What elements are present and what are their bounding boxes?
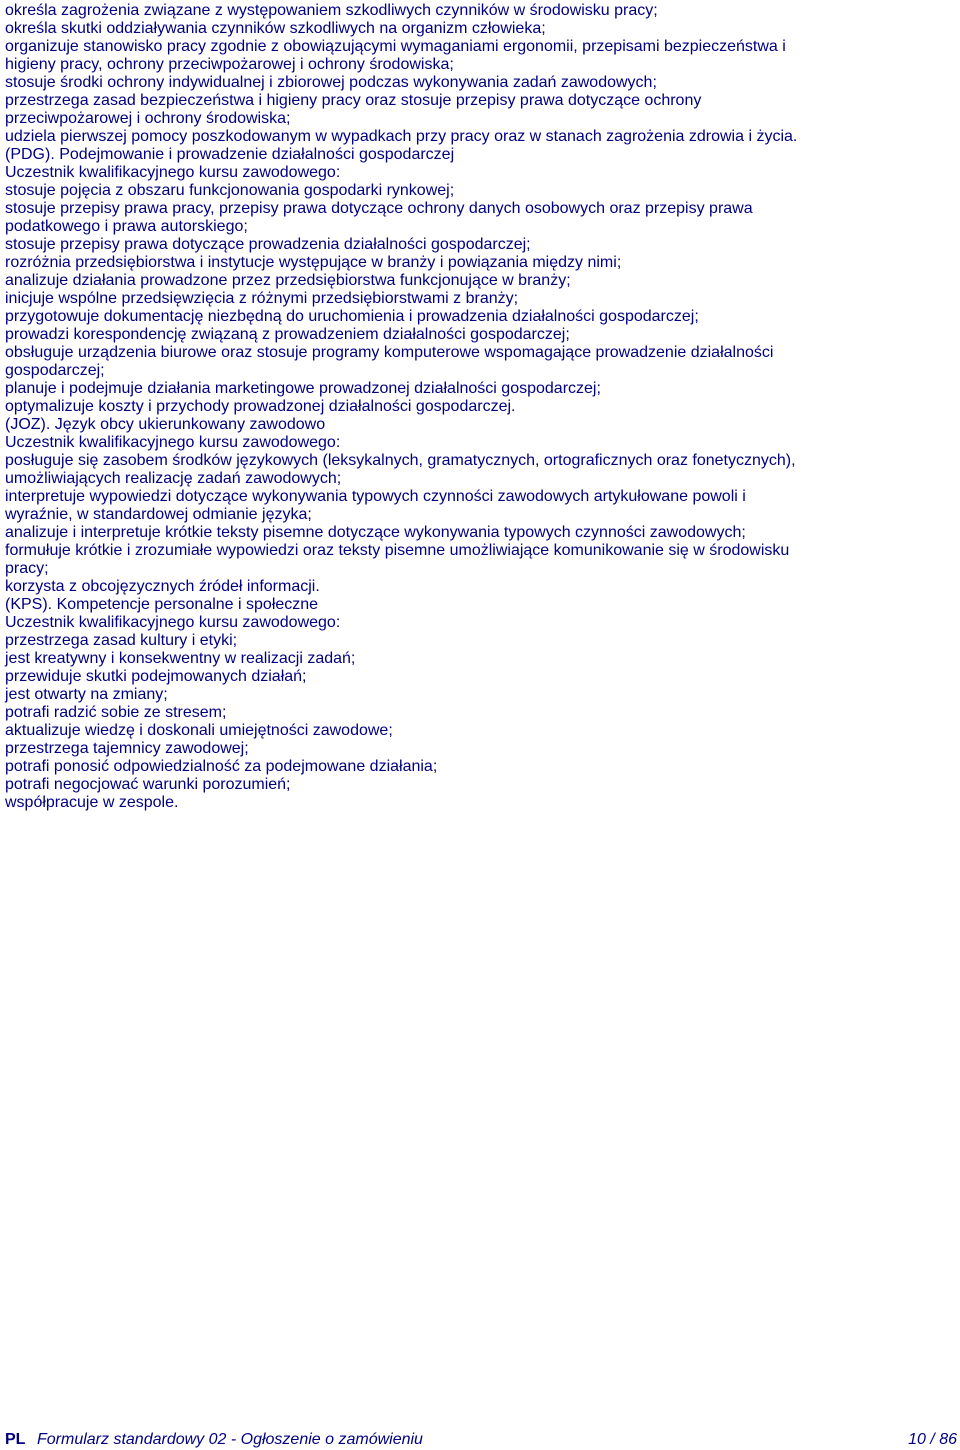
text-line: określa zagrożenia związane z występowaniem szkodliwych czynników w środowisku pracy;: [5, 2, 658, 19]
text-line: przestrzega zasad bezpieczeństwa i higieny pracy oraz stosuje przepisy prawa dotyczące ochrony: [5, 92, 702, 109]
text-line: korzysta z obcojęzycznych źródeł informacji.: [5, 578, 320, 595]
footer-language-code: PL: [5, 1431, 26, 1448]
text-line: określa skutki oddziaływania czynników szkodliwych na organizm człowieka;: [5, 20, 546, 37]
text-line: obsługuje urządzenia biurowe oraz stosuje programy komputerowe wspomagające prowadzenie działalności: [5, 344, 774, 361]
text-line: prowadzi korespondencję związaną z prowadzeniem działalności gospodarczej;: [5, 326, 570, 343]
text-line: optymalizuje koszty i przychody prowadzonej działalności gospodarczej.: [5, 398, 516, 415]
text-line: udziela pierwszej pomocy poszkodowanym w wypadkach przy pracy oraz w stanach zagrożenia zdrowia i życia.: [5, 128, 798, 145]
text-line: (KPS). Kompetencje personalne i społeczne: [5, 596, 319, 613]
text-line: potrafi negocjować warunki porozumień;: [5, 776, 291, 793]
text-line: podatkowego i prawa autorskiego;: [5, 218, 248, 235]
text-line: (PDG). Podejmowanie i prowadzenie działalności gospodarczej: [5, 146, 455, 163]
text-line: formułuje krótkie i zrozumiałe wypowiedzi oraz teksty pisemne umożliwiające komunikowanie się w środowisku: [5, 542, 790, 559]
footer-form-title: Formularz standardowy 02 - Ogłoszenie o zamówieniu: [37, 1431, 423, 1448]
text-line: Uczestnik kwalifikacyjnego kursu zawodowego:: [5, 434, 341, 451]
text-line: interpretuje wypowiedzi dotyczące wykonywania typowych czynności zawodowych artykułowane powoli i: [5, 488, 746, 505]
text-line: gospodarczej;: [5, 362, 105, 379]
text-line: przeciwpożarowej i ochrony środowiska;: [5, 110, 291, 127]
page-footer: [5, 1430, 957, 1450]
text-line: pracy;: [5, 560, 49, 577]
text-line: (JOZ). Język obcy ukierunkowany zawodowo: [5, 416, 326, 433]
text-line: jest otwarty na zmiany;: [5, 686, 168, 703]
text-line: Uczestnik kwalifikacyjnego kursu zawodowego:: [5, 614, 341, 631]
text-line: analizuje działania prowadzone przez przedsiębiorstwa funkcjonujące w branży;: [5, 272, 571, 289]
text-line: potrafi radzić sobie ze stresem;: [5, 704, 227, 721]
text-line: stosuje przepisy prawa dotyczące prowadzenia działalności gospodarczej;: [5, 236, 531, 253]
text-line: przestrzega zasad kultury i etyki;: [5, 632, 238, 649]
text-line: stosuje przepisy prawa pracy, przepisy prawa dotyczące ochrony danych osobowych oraz przepisy prawa: [5, 200, 753, 217]
text-line: przestrzega tajemnicy zawodowej;: [5, 740, 249, 757]
text-line: stosuje pojęcia z obszaru funkcjonowania gospodarki rynkowej;: [5, 182, 455, 199]
text-line: rozróżnia przedsiębiorstwa i instytucje występujące w branży i powiązania między nimi;: [5, 254, 622, 271]
text-line: stosuje środki ochrony indywidualnej i zbiorowej podczas wykonywania zadań zawodowych;: [5, 74, 657, 91]
text-line: inicjuje wspólne przedsięwzięcia z różnymi przedsiębiorstwami z branży;: [5, 290, 519, 307]
text-line: współpracuje w zespole.: [5, 794, 179, 811]
text-line: planuje i podejmuje działania marketingowe prowadzonej działalności gospodarczej;: [5, 380, 601, 397]
document-body: [5, 2, 955, 812]
footer-page-number: 10 / 86: [908, 1431, 957, 1448]
text-line: aktualizuje wiedzę i doskonali umiejętności zawodowe;: [5, 722, 393, 739]
text-line: posługuje się zasobem środków językowych (leksykalnych, gramatycznych, ortograficznych oraz fonetycznych),: [5, 452, 796, 469]
text-line: analizuje i interpretuje krótkie teksty pisemne dotyczące wykonywania typowych czynności zawodowych;: [5, 524, 746, 541]
text-line: higieny pracy, ochrony przeciwpożarowej i ochrony środowiska;: [5, 56, 454, 73]
text-line: organizuje stanowisko pracy zgodnie z obowiązującymi wymaganiami ergonomii, przepisami bezpieczeństwa i: [5, 38, 786, 55]
text-line: umożliwiających realizację zadań zawodowych;: [5, 470, 342, 487]
text-line: przewiduje skutki podejmowanych działań;: [5, 668, 307, 685]
text-line: Uczestnik kwalifikacyjnego kursu zawodowego:: [5, 164, 341, 181]
text-line: wyraźnie, w standardowej odmianie języka;: [5, 506, 312, 523]
text-line: przygotowuje dokumentację niezbędną do uruchomienia i prowadzenia działalności gospodarczej;: [5, 308, 699, 325]
text-line: jest kreatywny i konsekwentny w realizacji zadań;: [5, 650, 356, 667]
text-line: potrafi ponosić odpowiedzialność za podejmowane działania;: [5, 758, 438, 775]
